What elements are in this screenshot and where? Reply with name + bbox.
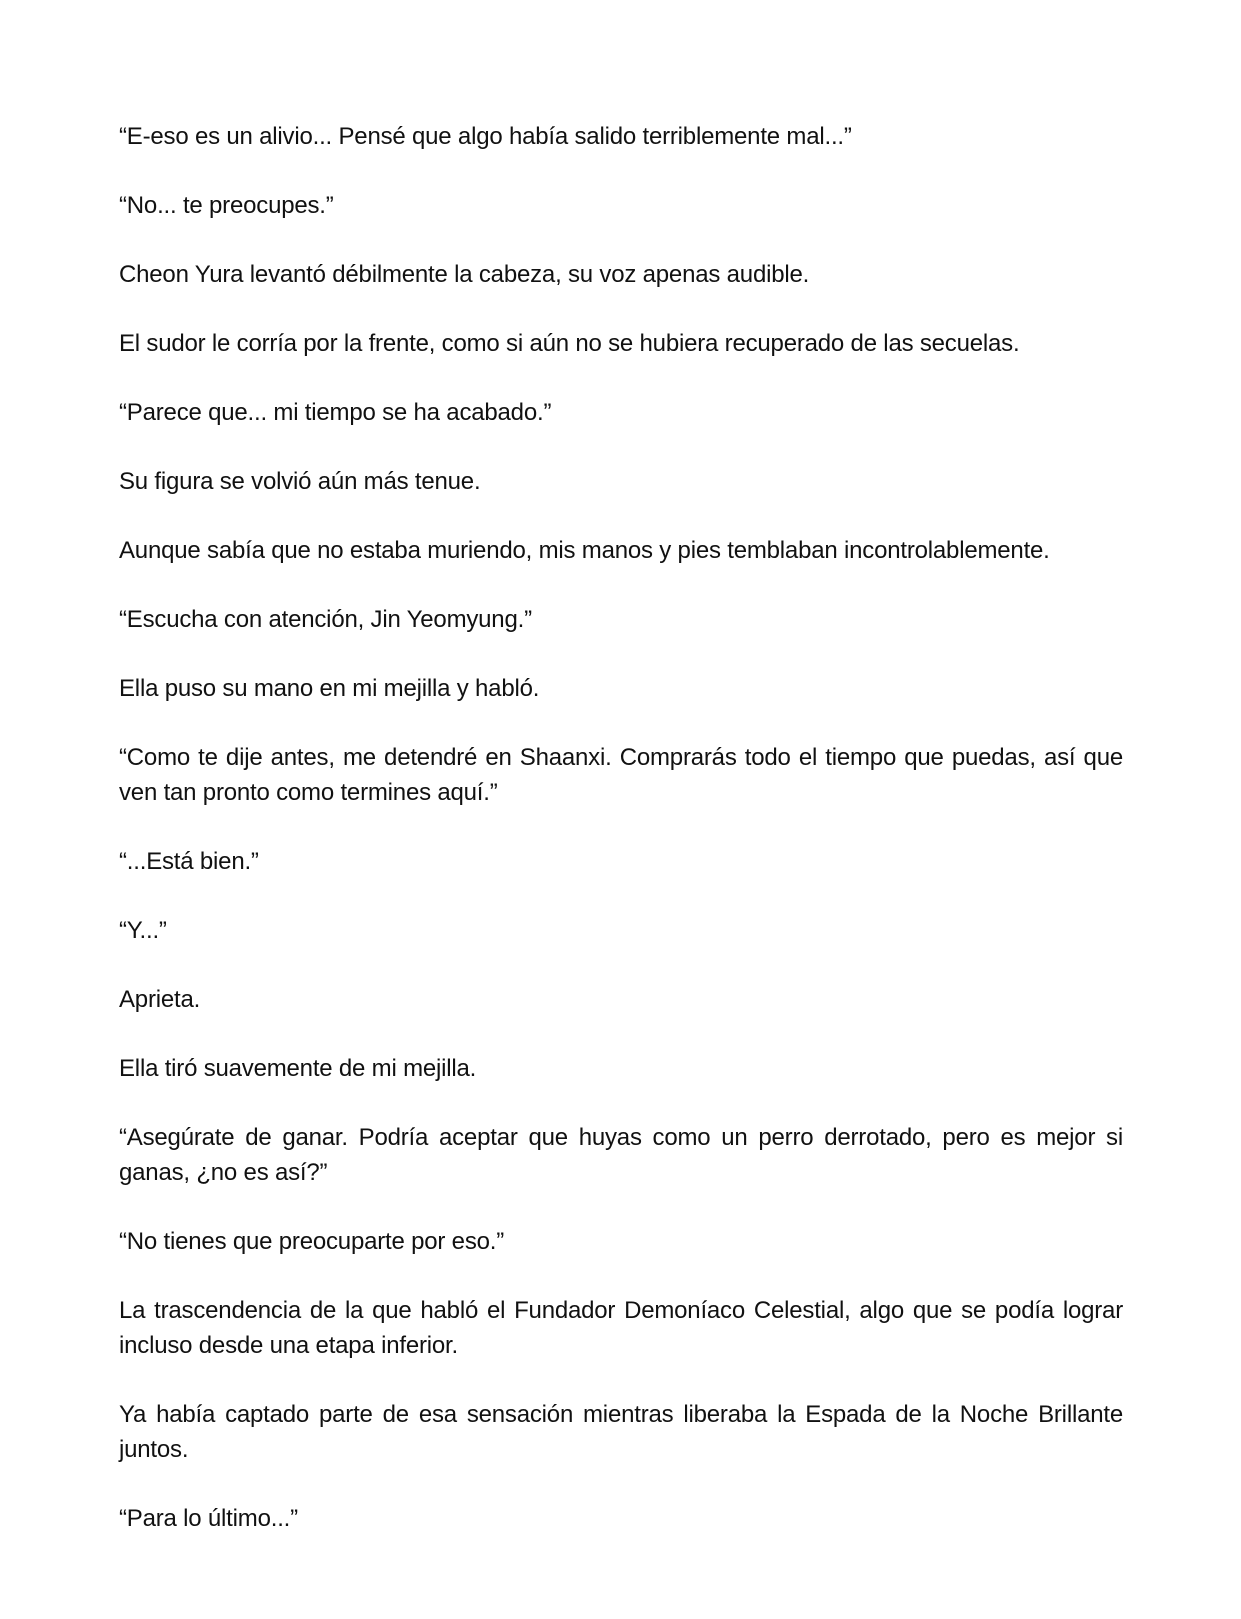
paragraph: “Y...”	[119, 917, 167, 944]
paragraph: “Como te dije antes, me detendré en Shaanxi. Comprarás todo el tiempo que puedas, así que ven tan pronto como termines aquí.”	[119, 744, 1123, 806]
paragraph: Ya había captado parte de esa sensación mientras liberaba la Espada de la Noche Brillante juntos.	[119, 1401, 1123, 1463]
paragraph: “No... te preocupes.”	[119, 192, 334, 219]
paragraph: El sudor le corría por la frente, como si aún no se hubiera recuperado de las secuelas.	[119, 330, 1020, 357]
paragraph: “E-eso es un alivio... Pensé que algo había salido terriblemente mal...”	[119, 123, 852, 150]
paragraph: Ella puso su mano en mi mejilla y habló.	[119, 675, 540, 702]
paragraph: “Parece que... mi tiempo se ha acabado.”	[119, 399, 552, 426]
paragraph: Su figura se volvió aún más tenue.	[119, 468, 481, 495]
paragraph: Ella tiró suavemente de mi mejilla.	[119, 1055, 477, 1082]
paragraph: “Para lo último...”	[119, 1505, 298, 1532]
paragraph: “No tienes que preocuparte por eso.”	[119, 1228, 505, 1255]
paragraph: Aprieta.	[119, 986, 201, 1013]
paragraph: Aunque sabía que no estaba muriendo, mis manos y pies temblaban incontrolablemente.	[119, 537, 1050, 564]
document-body	[119, 119, 1123, 1570]
paragraph: La trascendencia de la que habló el Fundador Demoníaco Celestial, algo que se podía lograr incluso desde una etapa inferior.	[119, 1297, 1123, 1359]
paragraph: “...Está bien.”	[119, 848, 259, 875]
paragraph: “Asegúrate de ganar. Podría aceptar que huyas como un perro derrotado, pero es mejor si ganas, ¿no es así?”	[119, 1124, 1123, 1186]
paragraph: “Escucha con atención, Jin Yeomyung.”	[119, 606, 532, 633]
paragraph: Cheon Yura levantó débilmente la cabeza, su voz apenas audible.	[119, 261, 810, 288]
